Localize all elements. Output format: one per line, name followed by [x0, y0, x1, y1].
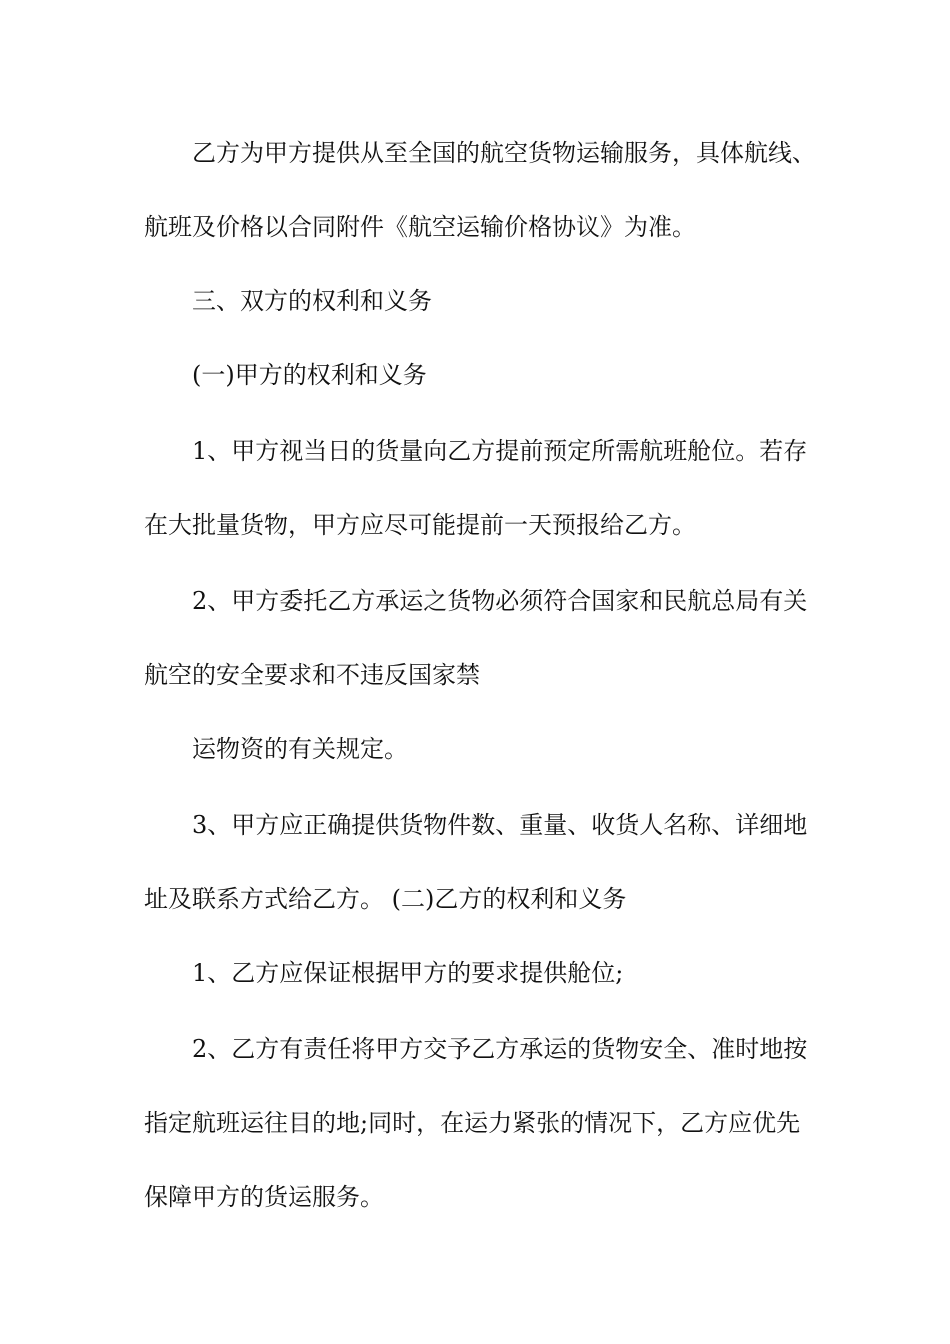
paragraph-line: 1、甲方视当日的货量向乙方提前预定所需航班舱位。若存: [192, 437, 808, 465]
subsection-heading: (一)甲方的权利和义务: [192, 361, 427, 389]
paragraph-line: 运物资的有关规定。: [192, 735, 408, 763]
paragraph-line: 3、甲方应正确提供货物件数、重量、收货人名称、详细地: [192, 811, 808, 839]
paragraph-line: 航班及价格以合同附件《航空运输价格协议》为准。: [144, 213, 696, 241]
paragraph-line: 址及联系方式给乙方。 (二)乙方的权利和义务: [144, 885, 627, 913]
paragraph-line: 航空的安全要求和不违反国家禁: [144, 661, 480, 689]
paragraph-line: 乙方为甲方提供从至全国的航空货物运输服务，具体航线、: [192, 139, 816, 167]
section-heading: 三、双方的权利和义务: [192, 287, 432, 315]
paragraph-line: 保障甲方的货运服务。: [144, 1183, 384, 1211]
paragraph-line: 指定航班运往目的地;同时，在运力紧张的情况下，乙方应优先: [144, 1109, 801, 1137]
paragraph-line: 在大批量货物，甲方应尽可能提前一天预报给乙方。: [144, 511, 696, 539]
paragraph-line: 1、乙方应保证根据甲方的要求提供舱位;: [192, 959, 624, 987]
paragraph-line: 2、甲方委托乙方承运之货物必须符合国家和民航总局有关: [192, 587, 808, 615]
paragraph-line: 2、乙方有责任将甲方交予乙方承运的货物安全、准时地按: [192, 1035, 808, 1063]
